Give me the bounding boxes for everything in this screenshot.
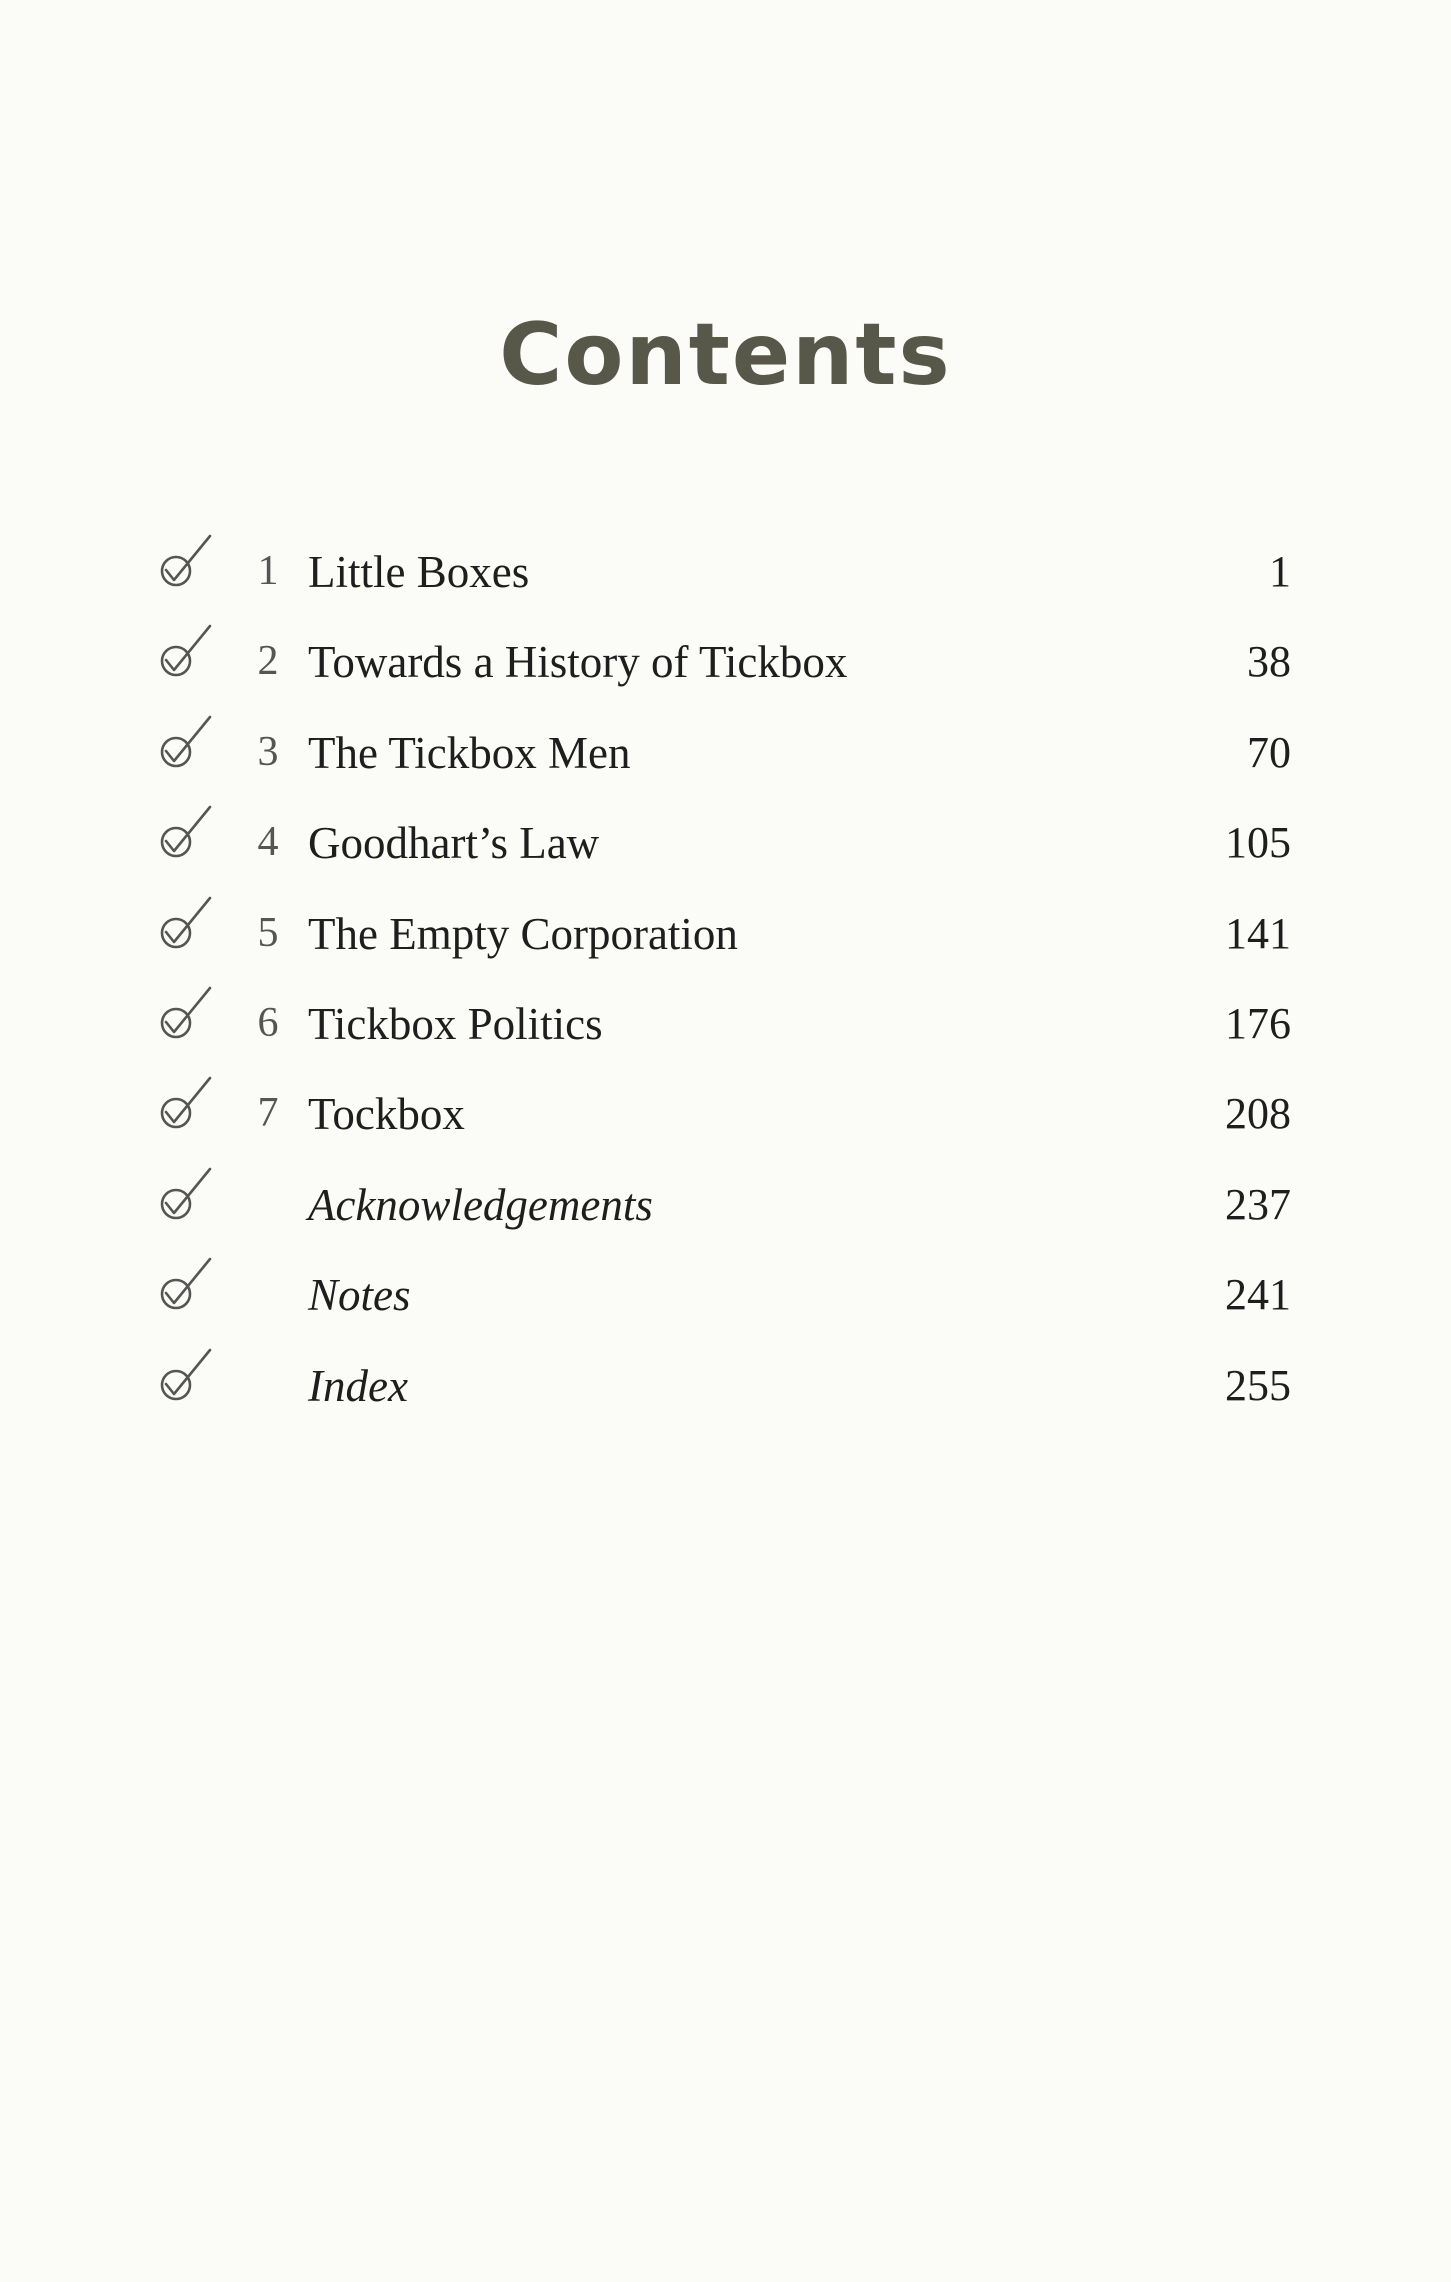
page-number: 208: [1225, 1089, 1291, 1139]
chapter-title: Notes: [308, 1270, 411, 1321]
toc-entry[interactable]: [0, 980, 1451, 1070]
chapter-title: The Tickbox Men: [308, 727, 631, 778]
page-title: Contents: [499, 305, 952, 405]
page-number: 255: [1225, 1360, 1291, 1410]
toc-entry[interactable]: [0, 528, 1451, 618]
page-number: 241: [1225, 1270, 1291, 1320]
toc-entry[interactable]: [0, 799, 1451, 889]
page-number: 38: [1247, 637, 1291, 687]
page-number: 70: [1247, 727, 1291, 777]
tickbox-check-icon: [154, 532, 214, 592]
tickbox-check-icon: [154, 1165, 214, 1225]
page-number: 237: [1225, 1179, 1291, 1229]
chapter-number: 3: [257, 728, 279, 775]
tickbox-check-icon: [154, 1255, 214, 1315]
chapter-number: 4: [257, 819, 279, 866]
chapter-number: 6: [257, 1000, 279, 1046]
tickbox-check-icon: [154, 803, 214, 863]
chapter-number: 2: [257, 638, 279, 685]
chapter-title: Tockbox: [308, 1089, 465, 1140]
tickbox-check-icon: [154, 622, 214, 682]
chapter-number: 5: [257, 909, 279, 956]
toc-entry[interactable]: [0, 1342, 1451, 1432]
toc-entry[interactable]: [0, 890, 1451, 980]
chapter-title: Goodhart’s Law: [308, 818, 600, 869]
chapter-number: 1: [257, 548, 279, 594]
toc-entry[interactable]: [0, 1251, 1451, 1341]
chapter-title: Towards a History of Tickbox: [308, 637, 848, 688]
chapter-title: The Empty Corporation: [308, 908, 738, 959]
chapter-title: Acknowledgements: [308, 1179, 653, 1230]
tickbox-check-icon: [154, 1346, 214, 1406]
page-number: 176: [1225, 999, 1291, 1048]
chapter-title: Index: [308, 1360, 408, 1411]
toc-entry[interactable]: [0, 618, 1451, 708]
toc-entry[interactable]: [0, 1161, 1451, 1251]
tickbox-check-icon: [154, 713, 214, 773]
chapter-title: Tickbox Politics: [308, 999, 603, 1049]
tickbox-check-icon: [154, 984, 214, 1044]
chapter-title: Little Boxes: [308, 547, 530, 597]
tickbox-check-icon: [154, 894, 214, 954]
page-number: 141: [1225, 908, 1291, 958]
chapter-number: 7: [257, 1090, 279, 1137]
tickbox-check-icon: [154, 1074, 214, 1134]
page-number: 1: [1269, 547, 1291, 596]
toc-entry[interactable]: [0, 1070, 1451, 1160]
toc-entry[interactable]: [0, 709, 1451, 799]
page-number: 105: [1225, 818, 1291, 868]
